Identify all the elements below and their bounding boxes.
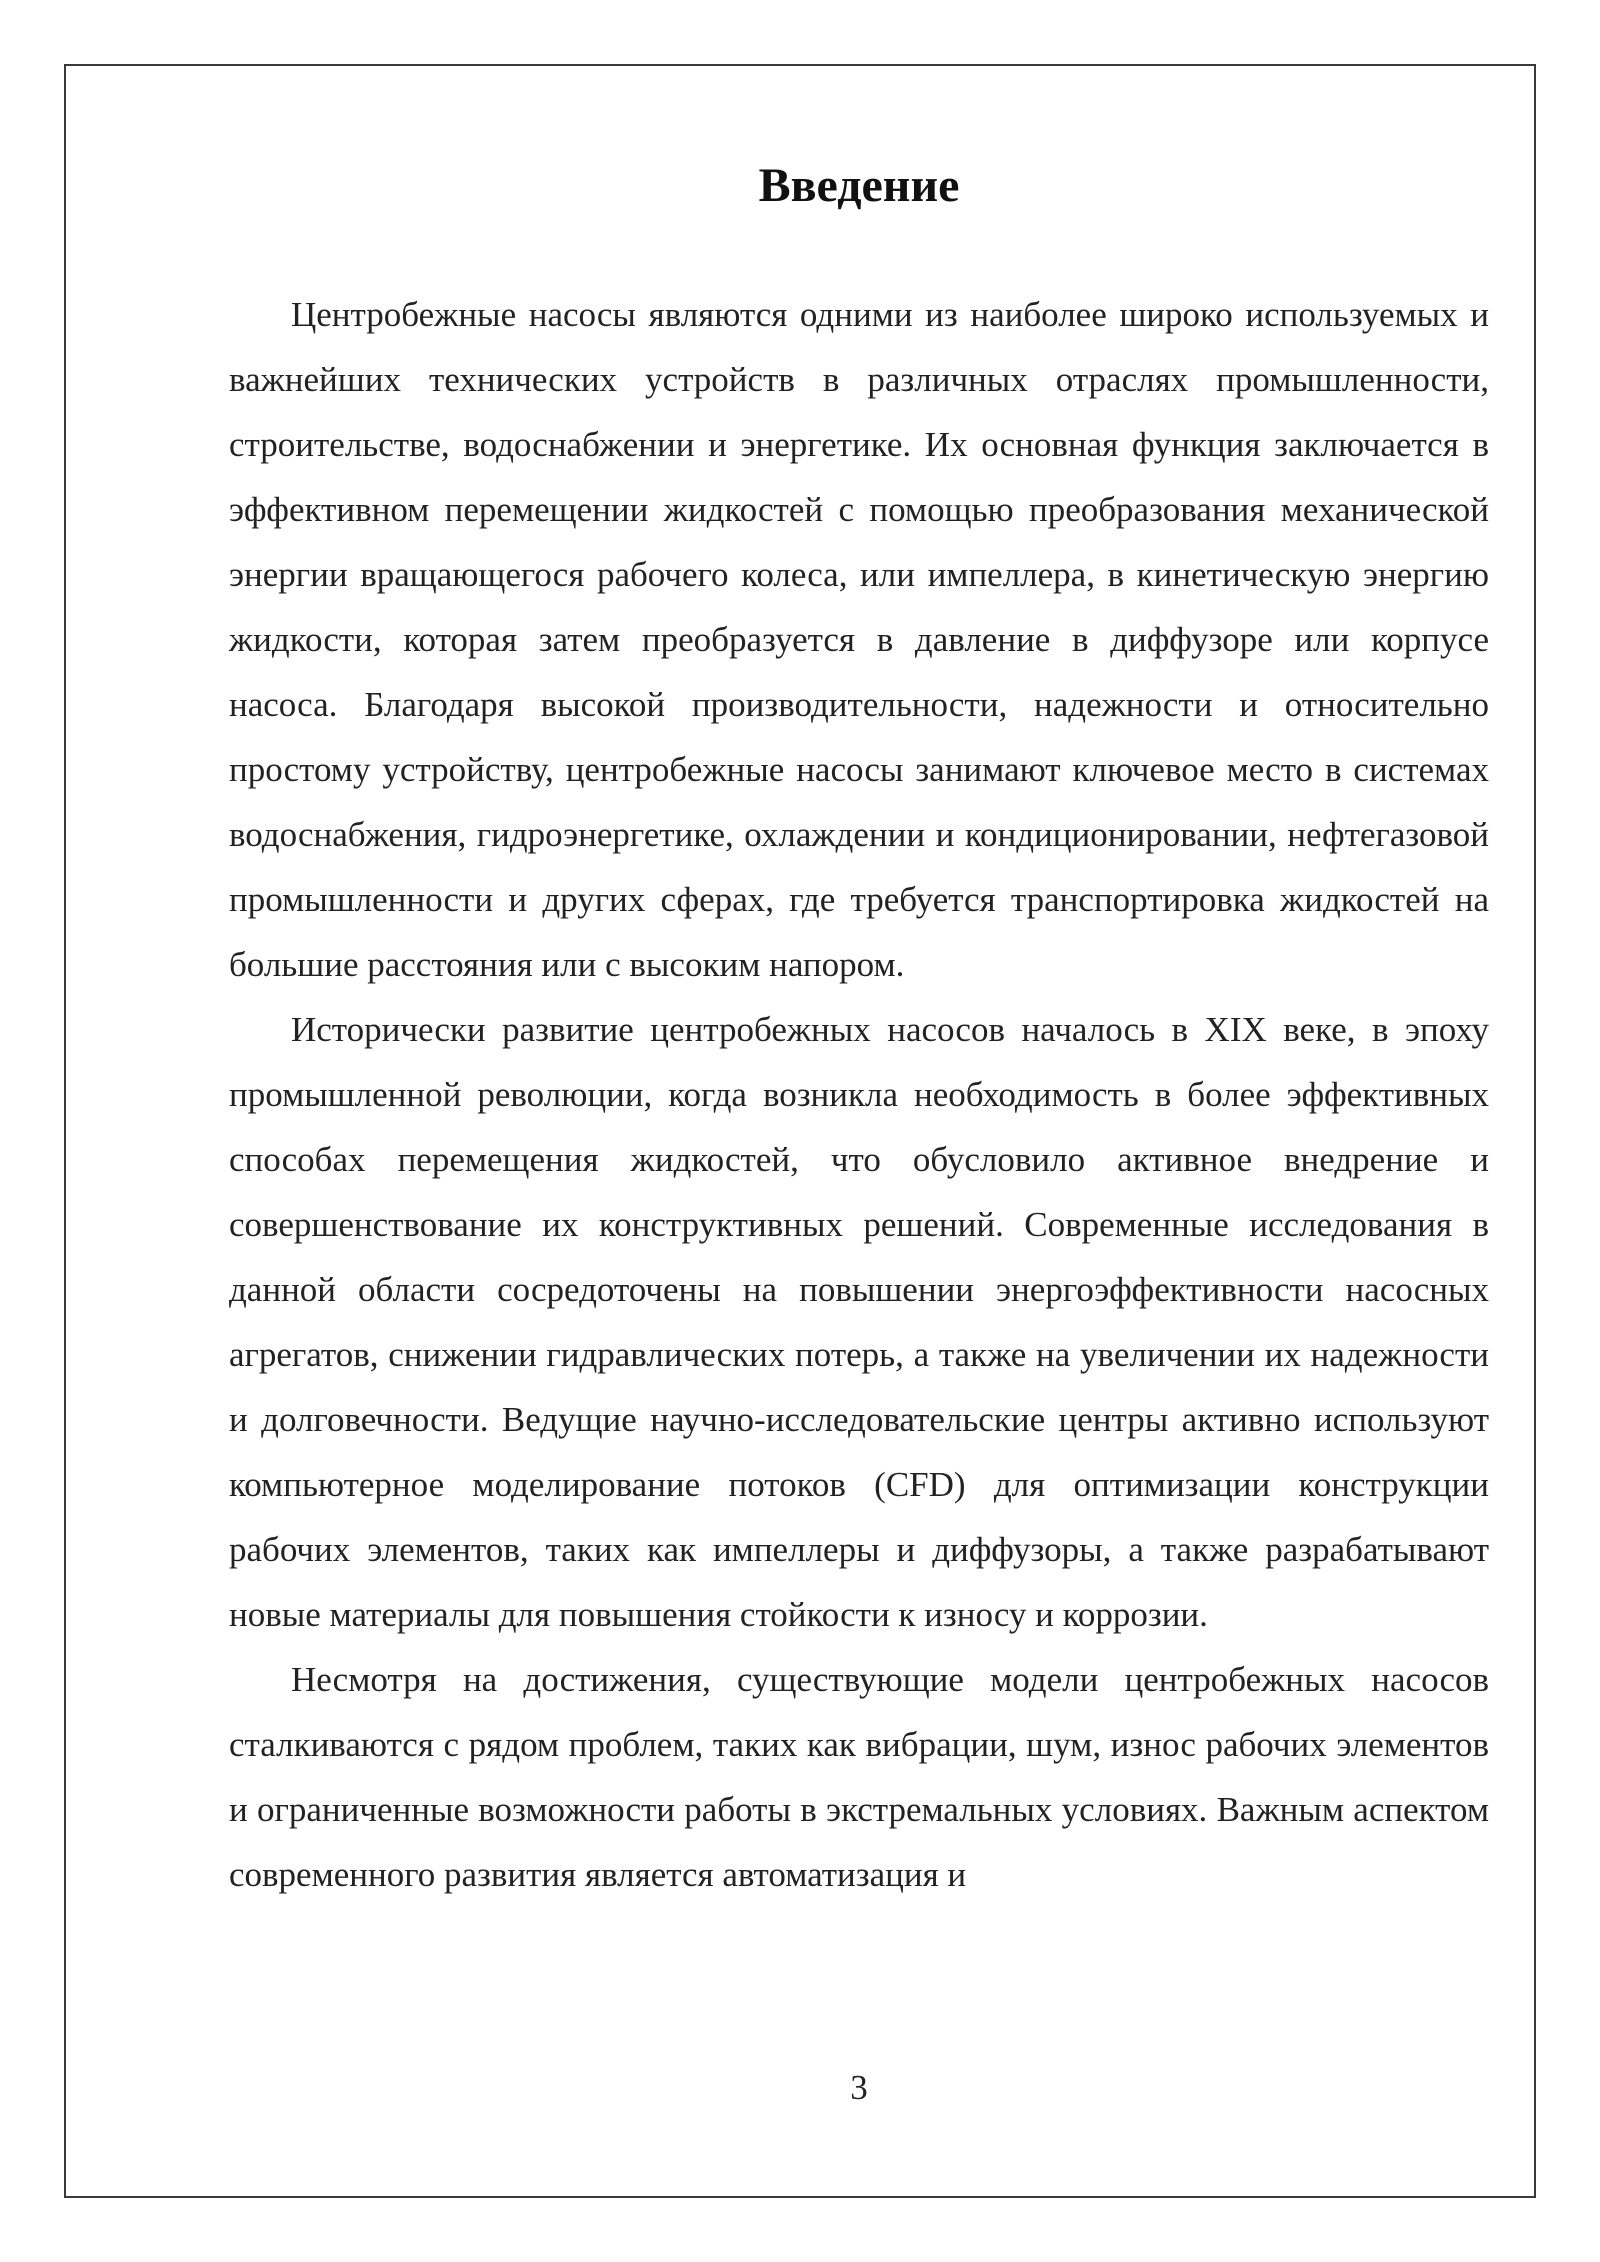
page-number: 3 [850,2068,868,2107]
page-title: Введение [758,159,960,212]
paragraph-1: Центробежные насосы являются одними из наиболее широко используемых и важнейших технических устройств в различных отраслях промышленности, строительстве, водоснабжении и энергетике. Их основная функция заключается в эффективном перемещении жидкостей с помощью преобразования механической энергии вращающегося рабочего колеса, или импеллера, в кинетическую энергию жидкости, которая затем преобразуется в давление в диффузоре или корпусе насоса. Благодаря высокой производительности, надежности и относительно простому устройству, центробежные насосы занимают ключевое место в системах водоснабжения, гидроэнергетике, охлаждении и кондиционировании, нефтегазовой промышленности и других сферах, где требуется транспортировка жидкостей на большие расстояния или с высоким напором. [229,295,1489,984]
document-body [229,282,1489,1907]
paragraph-3: Несмотря на достижения, существующие модели центробежных насосов сталкиваются с рядом проблем, таких как вибрации, шум, износ рабочих элементов и ограниченные возможности работы в экстремальных условиях. Важным аспектом современного развития является автоматизация и [229,1660,1489,1894]
paragraph-2: Исторически развитие центробежных насосов началось в XIX веке, в эпоху промышленной революции, когда возникла необходимость в более эффективных способах перемещения жидкостей, что обусловило активное внедрение и совершенствование их конструктивных решений. Современные исследования в данной области сосредоточены на повышении энергоэффективности насосных агрегатов, снижении гидравлических потерь, а также на увеличении их надежности и долговечности. Ведущие научно-исследовательские центры активно используют компьютерное моделирование потоков (CFD) для оптимизации конструкции рабочих элементов, таких как импеллеры и диффузоры, а также разрабатывают новые материалы для повышения стойкости к износу и коррозии. [229,1010,1489,1634]
